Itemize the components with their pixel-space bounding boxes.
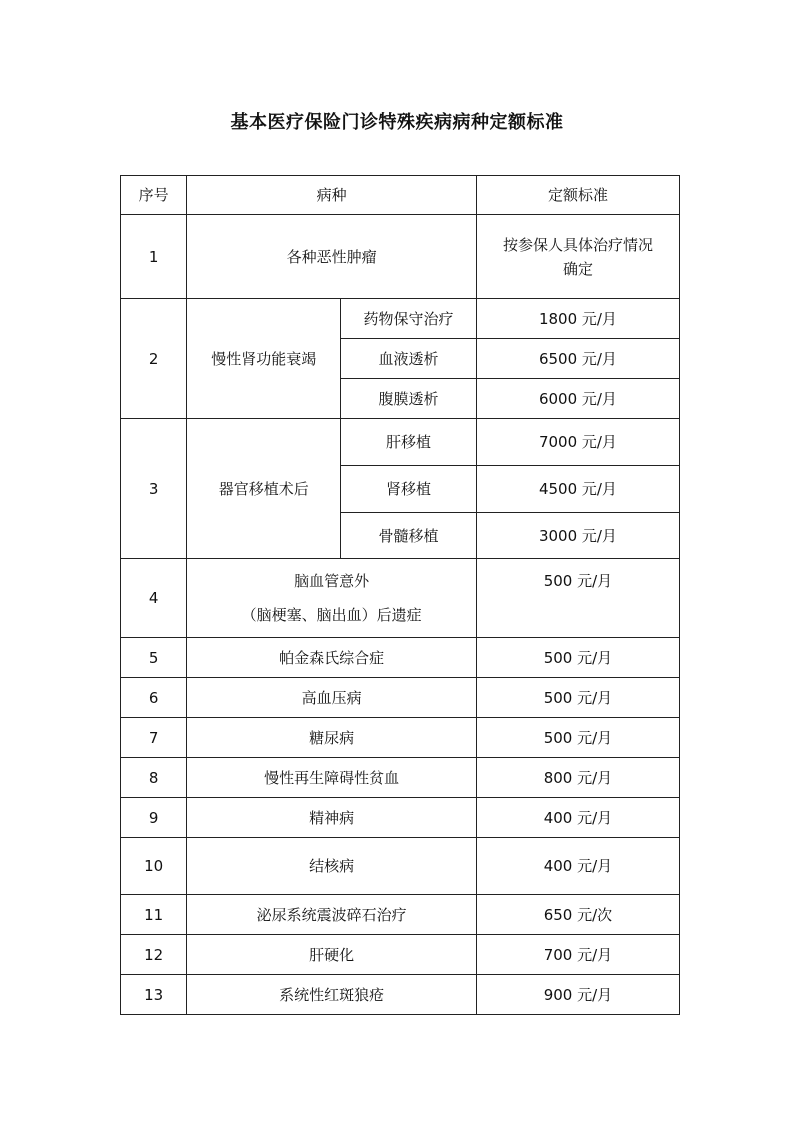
quota-line: 按参保人具体治疗情况	[502, 235, 653, 254]
row-no: 4	[121, 559, 187, 638]
row-no: 2	[121, 299, 187, 419]
row-quota: 4500 元/月	[476, 466, 679, 513]
row-no: 7	[121, 718, 187, 758]
disease-line: 脑血管意外	[294, 572, 370, 590]
row-quota: 500 元/月	[476, 638, 679, 678]
row-no: 10	[121, 838, 187, 895]
row-no: 8	[121, 758, 187, 798]
table-row	[121, 638, 680, 678]
sub-disease: 药物保守治疗	[341, 299, 477, 339]
table-row	[121, 838, 680, 895]
row-quota: 6000 元/月	[476, 379, 679, 419]
row-quota: 400 元/月	[476, 838, 679, 895]
row-no: 6	[121, 678, 187, 718]
table-row	[121, 798, 680, 838]
row-quota: 800 元/月	[476, 758, 679, 798]
row-quota: 7000 元/月	[476, 419, 679, 466]
header-quota: 定额标准	[476, 176, 679, 215]
sub-disease: 腹膜透析	[341, 379, 477, 419]
sub-disease: 血液透析	[341, 339, 477, 379]
row-disease: 器官移植术后	[187, 419, 341, 559]
row-disease: 结核病	[187, 838, 477, 895]
row-quota: 500 元/月	[476, 718, 679, 758]
row-no: 3	[121, 419, 187, 559]
quota-line: 确定	[562, 259, 593, 278]
header-no: 序号	[121, 176, 187, 215]
header-disease: 病种	[187, 176, 477, 215]
table-row	[121, 299, 680, 339]
row-disease: 慢性肾功能衰竭	[187, 299, 341, 419]
table-row	[121, 559, 680, 638]
row-no: 12	[121, 935, 187, 975]
row-no: 5	[121, 638, 187, 678]
quota-table	[120, 175, 680, 1015]
row-disease: 慢性再生障碍性贫血	[187, 758, 477, 798]
row-disease: 泌尿系统震波碎石治疗	[187, 895, 477, 935]
table-row	[121, 215, 680, 299]
row-disease: 帕金森氏综合症	[187, 638, 477, 678]
row-disease: 系统性红斑狼疮	[187, 975, 477, 1015]
row-disease: 肝硬化	[187, 935, 477, 975]
table-row	[121, 758, 680, 798]
row-quota: 500 元/月	[476, 559, 679, 638]
row-disease: 高血压病	[187, 678, 477, 718]
row-quota: 3000 元/月	[476, 513, 679, 559]
row-no: 13	[121, 975, 187, 1015]
table-row	[121, 718, 680, 758]
row-quota: 400 元/月	[476, 798, 679, 838]
row-quota: 1800 元/月	[476, 299, 679, 339]
disease-line: （脑梗塞、脑出血）后遗症	[241, 606, 422, 624]
row-quota: 650 元/次	[476, 895, 679, 935]
table-row	[121, 678, 680, 718]
sub-disease: 骨髓移植	[341, 513, 477, 559]
sub-disease: 肝移植	[341, 419, 477, 466]
row-quota: 700 元/月	[476, 935, 679, 975]
row-quota: 900 元/月	[476, 975, 679, 1015]
row-quota	[476, 215, 679, 299]
row-quota: 6500 元/月	[476, 339, 679, 379]
row-no: 1	[121, 215, 187, 299]
document-title: 基本医疗保险门诊特殊疾病病种定额标准	[230, 112, 564, 133]
table-header-row	[121, 176, 680, 215]
row-disease: 各种恶性肿瘤	[187, 215, 477, 299]
table-row	[121, 419, 680, 466]
table-row	[121, 975, 680, 1015]
row-no: 9	[121, 798, 187, 838]
row-no: 11	[121, 895, 187, 935]
sub-disease: 肾移植	[341, 466, 477, 513]
row-disease: 精神病	[187, 798, 477, 838]
table-row	[121, 935, 680, 975]
table-row	[121, 895, 680, 935]
row-disease	[187, 559, 477, 638]
row-disease: 糖尿病	[187, 718, 477, 758]
row-quota: 500 元/月	[476, 678, 679, 718]
